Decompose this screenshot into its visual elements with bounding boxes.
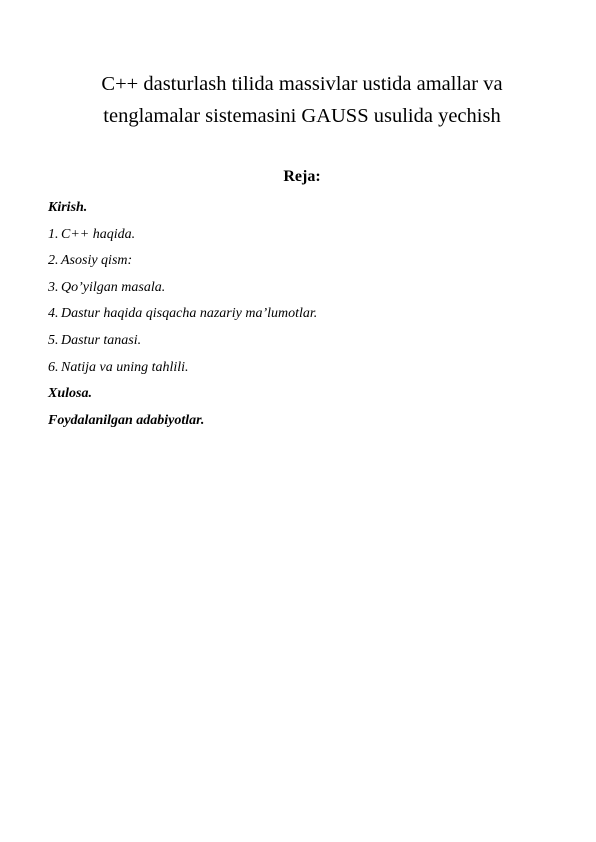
toc-item-text: Natija va uning tahlili. [61, 359, 189, 375]
toc-item [48, 277, 548, 304]
toc-conclusion: Xulosa. [48, 386, 92, 402]
toc-item-number: 1. [48, 226, 59, 242]
toc-item-text: Dastur tanasi. [61, 332, 142, 348]
toc-item-text: Asosiy qism: [61, 253, 133, 269]
toc-item-text: C++ haqida. [61, 226, 136, 242]
toc-intro: Kirish. [48, 200, 88, 215]
toc-item-number: 5. [48, 332, 59, 348]
toc-item [48, 303, 548, 330]
toc-item-number: 3. [48, 279, 59, 295]
plan-heading: Reja: [283, 168, 321, 185]
document-title-line-1: C++ dasturlash tilida massivlar ustida amallar va [101, 73, 503, 95]
table-of-contents [48, 197, 548, 436]
toc-item [48, 250, 548, 277]
toc-item [48, 224, 548, 251]
document-title-line-2: tenglamalar sistemasini GAUSS usulida yechish [103, 105, 501, 127]
toc-item-text: Dastur haqida qisqacha nazariy ma’lumotlar. [61, 306, 318, 322]
document-title [60, 68, 544, 132]
toc-item-number: 2. [48, 253, 59, 269]
toc-item [48, 357, 548, 384]
toc-item [48, 330, 548, 357]
toc-references: Foydalanilgan adabiyotlar. [48, 412, 205, 428]
toc-item-number: 4. [48, 306, 59, 322]
toc-item-number: 6. [48, 359, 59, 375]
toc-item-text: Qo’yilgan masala. [61, 279, 166, 295]
